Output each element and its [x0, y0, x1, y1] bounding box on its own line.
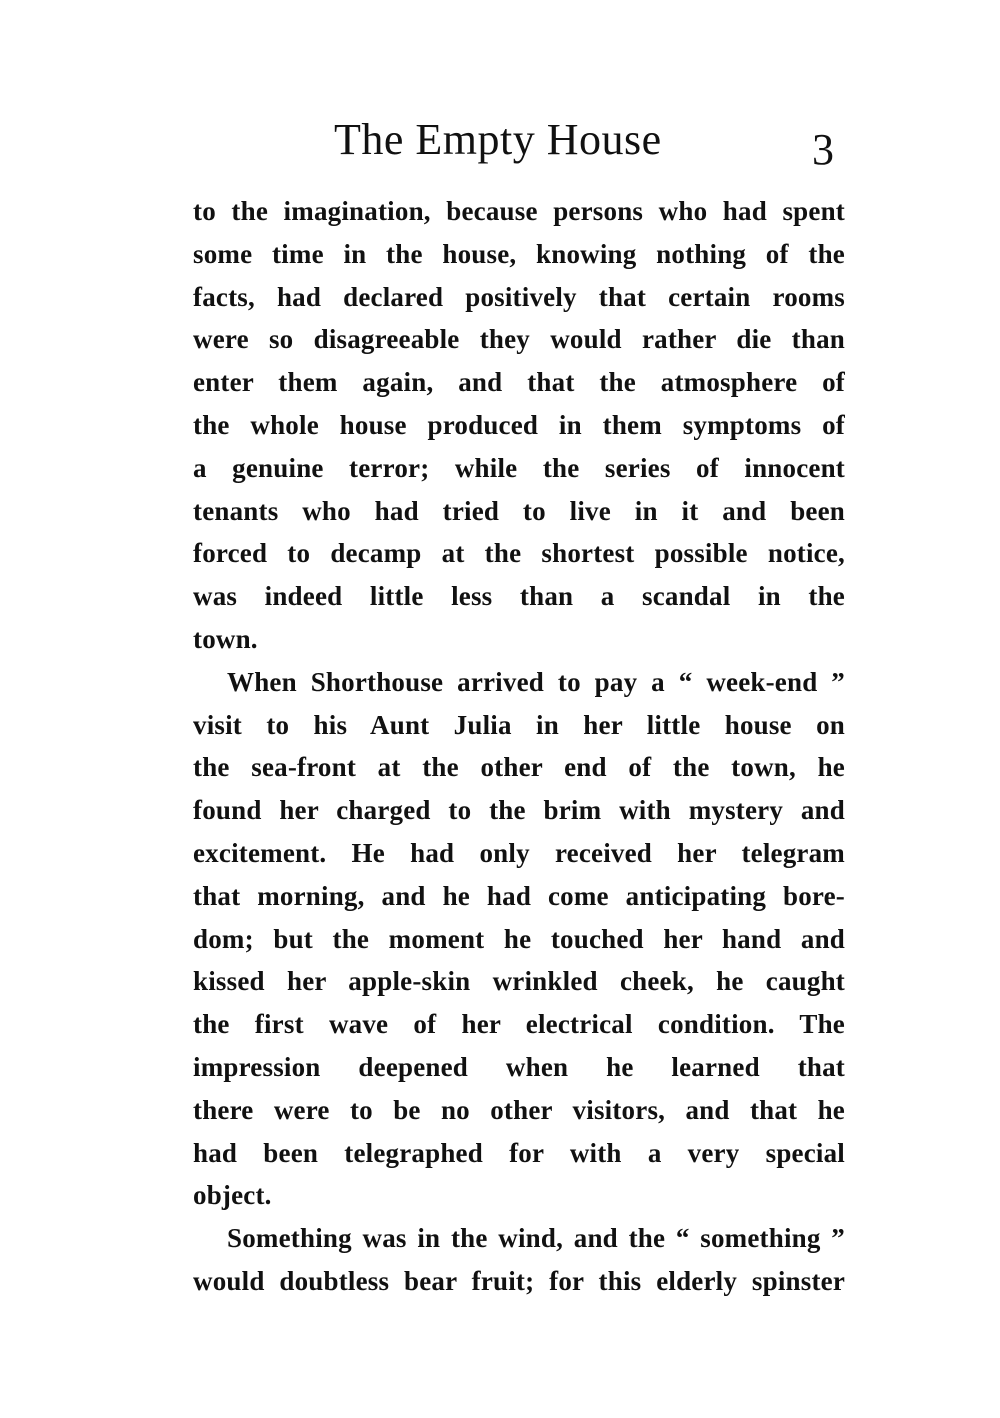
- text-line: there were to be no other visitors, and that he: [193, 1094, 845, 1125]
- text-line: the first wave of her electrical condition. The: [193, 1009, 845, 1040]
- text-line: forced to decamp at the shortest possible notice,: [193, 538, 845, 569]
- text-line: found her charged to the brim with mystery and: [193, 795, 845, 826]
- text-line: had been telegraphed for with a very special: [193, 1137, 845, 1168]
- text-line: the sea-front at the other end of the town, he: [193, 752, 845, 783]
- text-line: excitement. He had only received her telegram: [193, 837, 845, 868]
- page-number: 3: [812, 125, 834, 174]
- running-title: The Empty House: [334, 115, 662, 164]
- paragraph-2: [193, 661, 845, 1217]
- text-line: visit to his Aunt Julia in her little house on: [193, 709, 845, 740]
- text-line: some time in the house, knowing nothing of the: [193, 238, 845, 269]
- text-line: a genuine terror; while the series of innocent: [193, 452, 845, 483]
- text-line: Something was in the wind, and the “ something ”: [227, 1223, 845, 1254]
- running-header: [0, 112, 1000, 172]
- text-line: that morning, and he had come anticipating bore-: [193, 880, 845, 911]
- text-line: facts, had declared positively that certain rooms: [193, 281, 845, 312]
- text-line: enter them again, and that the atmosphere of: [193, 367, 845, 398]
- body-text: [193, 190, 845, 1303]
- paragraph-3: [193, 1217, 845, 1303]
- text-line: the whole house produced in them symptoms of: [193, 409, 845, 440]
- text-line: town.: [193, 623, 258, 654]
- text-line: would doubtless bear fruit; for this elderly spinster: [193, 1265, 845, 1296]
- text-line: to the imagination, because persons who had spent: [193, 196, 845, 226]
- text-line: were so disagreeable they would rather die than: [193, 324, 845, 355]
- text-line: impression deepened when he learned that: [193, 1051, 845, 1082]
- text-line: kissed her apple-skin wrinkled cheek, he caught: [193, 966, 845, 997]
- text-line: object.: [193, 1180, 272, 1211]
- text-line: tenants who had tried to live in it and been: [193, 495, 845, 526]
- paragraph-1: [193, 190, 845, 661]
- text-line: When Shorthouse arrived to pay a “ week-end ”: [227, 666, 845, 697]
- text-line: dom; but the moment he touched her hand and: [193, 923, 845, 954]
- text-line: was indeed little less than a scandal in the: [193, 581, 845, 612]
